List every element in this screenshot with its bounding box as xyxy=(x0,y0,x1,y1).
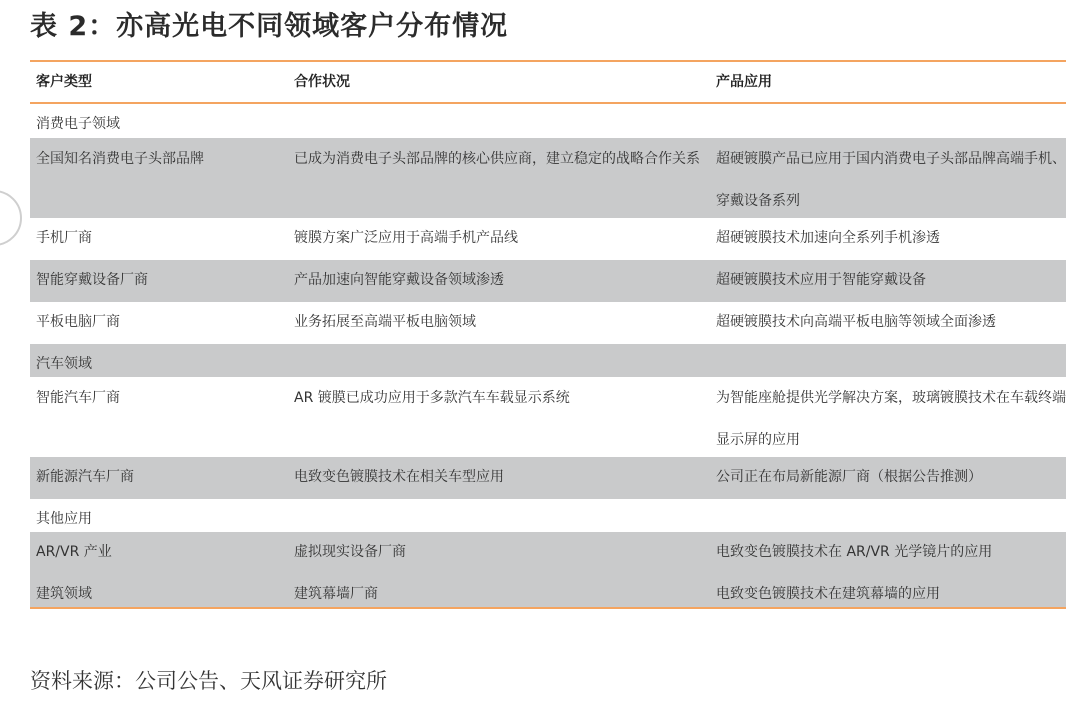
cooperation-cell: 业务拓展至高端平板电脑领域 xyxy=(294,314,476,330)
cooperation-cell: 建筑幕墙厂商 xyxy=(294,586,378,602)
column-header-cooperation: 合作状况 xyxy=(294,74,350,90)
customer-type-cell: 新能源汽车厂商 xyxy=(36,469,134,485)
table-cell xyxy=(710,499,1066,532)
customer-type-cell: 智能汽车厂商 xyxy=(36,390,120,406)
application-cell: 超硬镀膜产品已应用于国内消费电子头部品牌高端手机、穿戴设备系列 xyxy=(716,151,1066,209)
table-cell xyxy=(288,344,710,377)
table-row xyxy=(30,138,1066,218)
application-cell: 超硬镀膜技术加速向全系列手机渗透 xyxy=(716,230,940,246)
section-label: 汽车领域 xyxy=(36,356,92,372)
application-cell: 电致变色镀膜技术在建筑幕墙的应用 xyxy=(716,586,940,602)
table-header-row xyxy=(30,62,1066,104)
customer-type-cell: 全国知名消费电子头部品牌 xyxy=(36,151,204,167)
table-cell xyxy=(710,344,1066,377)
customer-distribution-table xyxy=(30,60,1066,609)
application-cell: 超硬镀膜技术应用于智能穿戴设备 xyxy=(716,272,926,288)
customer-type-cell: 手机厂商 xyxy=(36,230,92,246)
table-row xyxy=(30,574,1066,607)
circle-icon xyxy=(0,190,22,246)
customer-type-cell: 智能穿戴设备厂商 xyxy=(36,272,148,288)
cooperation-cell: AR 镀膜已成功应用于多款汽车车载显示系统 xyxy=(294,390,570,406)
customer-type-cell: 平板电脑厂商 xyxy=(36,314,120,330)
section-row-consumer-electronics xyxy=(30,104,1066,138)
cooperation-cell: 电致变色镀膜技术在相关车型应用 xyxy=(294,469,504,485)
table-cell xyxy=(710,104,1066,138)
customer-type-cell: 建筑领域 xyxy=(36,586,92,602)
application-cell: 公司正在布局新能源厂商（根据公告推测） xyxy=(716,469,982,485)
source-note: 资料来源：公司公告、天风证券研究所 xyxy=(30,669,387,693)
table-row xyxy=(30,457,1066,499)
section-row-automotive xyxy=(30,344,1066,377)
column-header-application: 产品应用 xyxy=(716,74,772,90)
section-row-other xyxy=(30,499,1066,532)
application-cell: 超硬镀膜技术向高端平板电脑等领域全面渗透 xyxy=(716,314,996,330)
cooperation-cell: 产品加速向智能穿戴设备领域渗透 xyxy=(294,272,504,288)
table-row xyxy=(30,260,1066,302)
section-label: 消费电子领域 xyxy=(36,116,120,132)
section-label: 其他应用 xyxy=(36,511,92,527)
application-cell: 为智能座舱提供光学解决方案，玻璃镀膜技术在车载终端显示屏的应用 xyxy=(716,390,1066,448)
table-row xyxy=(30,532,1066,574)
cooperation-cell: 已成为消费电子头部品牌的核心供应商，建立稳定的战略合作关系 xyxy=(294,151,700,167)
table-row xyxy=(30,377,1066,457)
column-header-customer-type: 客户类型 xyxy=(36,74,92,90)
table-title: 表 2：亦高光电不同领域客户分布情况 xyxy=(30,11,509,42)
table-row xyxy=(30,218,1066,260)
cooperation-cell: 镀膜方案广泛应用于高端手机产品线 xyxy=(294,230,518,246)
application-cell: 电致变色镀膜技术在 AR/VR 光学镜片的应用 xyxy=(716,544,993,560)
table-cell xyxy=(288,499,710,532)
table-cell xyxy=(288,104,710,138)
customer-type-cell: AR/VR 产业 xyxy=(36,544,112,560)
table-row xyxy=(30,302,1066,344)
cooperation-cell: 虚拟现实设备厂商 xyxy=(294,544,406,560)
